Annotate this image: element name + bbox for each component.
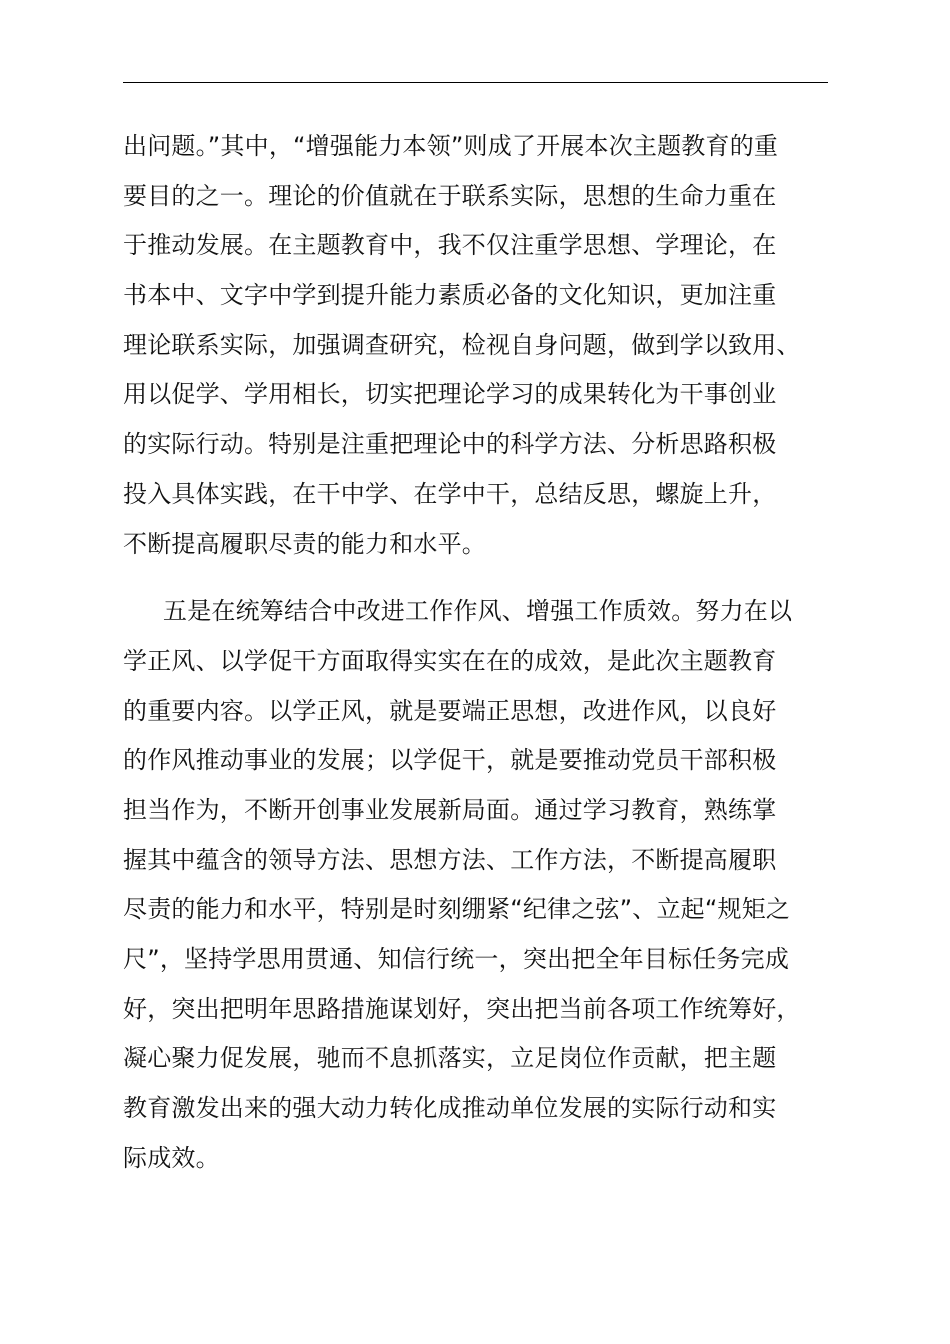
paragraph-line: 的实际行动。特别是注重把理论中的科学方法、分析思路积极 bbox=[123, 430, 777, 459]
paragraph-line: 好，突出把明年思路措施谋划好，突出把当前各项工作统筹好， bbox=[123, 994, 801, 1023]
paragraph-line: 尽责的能力和水平，特别是时刻绷紧“纪律之弦”、立起“规矩之 bbox=[123, 895, 791, 924]
paragraph-line: 学正风、以学促干方面取得实实在在的成效，是此次主题教育 bbox=[123, 646, 777, 675]
paragraph-1 bbox=[123, 122, 828, 569]
paragraph-line: 握其中蕴含的领导方法、思想方法、工作方法，不断提高履职 bbox=[123, 845, 777, 874]
paragraph-line: 尺”，坚持学思用贯通、知信行统一，突出把全年目标任务完成 bbox=[123, 945, 790, 973]
paragraph-line: 用以促学、学用相长，切实把理论学习的成果转化为干事创业 bbox=[123, 380, 777, 409]
paragraph-line-indented: 五是在统筹结合中改进工作作风、增强工作质效。努力在以 bbox=[163, 597, 793, 626]
paragraph-line: 的作风推动事业的发展；以学促干，就是要推动党员干部积极 bbox=[123, 746, 777, 775]
paragraph-2 bbox=[123, 587, 828, 1183]
paragraph-line: 理论联系实际，加强调查研究，检视自身问题，做到学以致用、 bbox=[123, 330, 801, 359]
paragraph-line: 书本中、文字中学到提升能力素质必备的文化知识，更加注重 bbox=[123, 281, 777, 310]
paragraph-line: 教育激发出来的强大动力转化成推动单位发展的实际行动和实 bbox=[123, 1094, 777, 1123]
paragraph-line: 要目的之一。理论的价值就在于联系实际，思想的生命力重在 bbox=[123, 181, 777, 210]
paragraph-line: 际成效。 bbox=[123, 1143, 220, 1172]
paragraph-spacer bbox=[123, 569, 828, 587]
paragraph-line: 不断提高履职尽责的能力和水平。 bbox=[123, 529, 486, 558]
paragraph-line: 凝心聚力促发展，驰而不息抓落实，立足岗位作贡献，把主题 bbox=[123, 1044, 777, 1073]
document-body bbox=[123, 122, 828, 1183]
paragraph-line: 担当作为，不断开创事业发展新局面。通过学习教育，熟练掌 bbox=[123, 795, 777, 824]
paragraph-line: 投入具体实践，在干中学、在学中干，总结反思，螺旋上升， bbox=[123, 479, 777, 508]
paragraph-line: 的重要内容。以学正风，就是要端正思想，改进作风，以良好 bbox=[123, 696, 777, 725]
header-rule bbox=[123, 82, 828, 83]
paragraph-line: 出问题。”其中，“增强能力本领”则成了开展本次主题教育的重 bbox=[123, 132, 779, 160]
paragraph-line: 于推动发展。在主题教育中，我不仅注重学思想、学理论，在 bbox=[123, 231, 777, 260]
